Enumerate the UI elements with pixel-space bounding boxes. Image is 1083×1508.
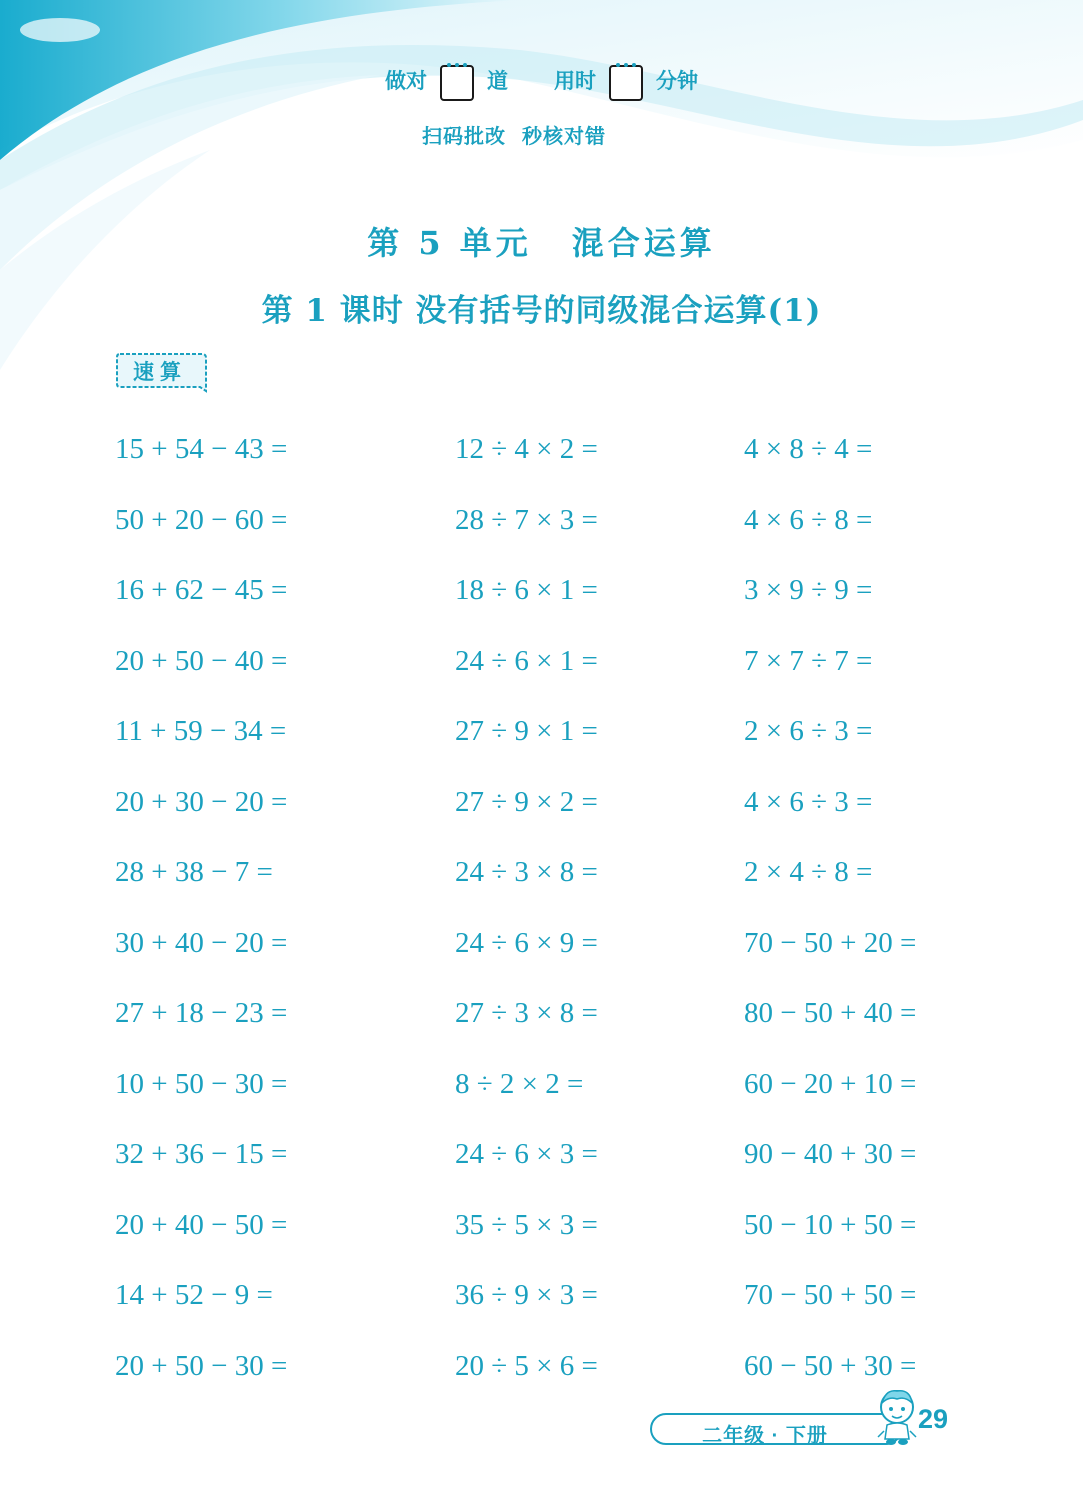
section-tag-label: 速算: [133, 361, 187, 384]
scan-hint: [422, 120, 606, 149]
time-used-label: 用时: [554, 70, 596, 93]
unit-title: [0, 218, 1083, 264]
page-number: 29: [918, 1404, 949, 1434]
equation-col2-14: 20 ÷ 5 × 6 =: [455, 1350, 598, 1382]
equation-col2-4: 24 ÷ 6 × 1 =: [455, 645, 598, 677]
correct-count-box[interactable]: [439, 60, 475, 100]
scan-hint-b: 秒核对错: [522, 126, 606, 148]
equation-col2-2: 28 ÷ 7 × 3 =: [455, 504, 598, 536]
equation-col3-5: 2 × 6 ÷ 3 =: [744, 715, 873, 747]
equation-col1-10: 10 + 50 − 30 =: [115, 1068, 288, 1100]
equation-col1-12: 20 + 40 − 50 =: [115, 1209, 288, 1241]
unit-name: 混合运算: [571, 224, 716, 262]
unit-number: 第 5 单元: [367, 224, 532, 262]
equation-col3-4: 7 × 7 ÷ 7 =: [744, 645, 873, 677]
equation-col2-11: 24 ÷ 6 × 3 =: [455, 1138, 598, 1170]
equation-col1-1: 15 + 54 − 43 =: [115, 433, 288, 465]
correct-count-label: 做对: [385, 70, 427, 93]
score-record-bar: [0, 60, 1083, 100]
equation-col1-8: 30 + 40 − 20 =: [115, 927, 288, 959]
equation-col1-5: 11 + 59 − 34 =: [115, 715, 287, 747]
equation-col2-10: 8 ÷ 2 × 2 =: [455, 1068, 584, 1100]
equation-col1-9: 27 + 18 − 23 =: [115, 997, 288, 1029]
equation-col1-6: 20 + 30 − 20 =: [115, 786, 288, 818]
equation-col1-3: 16 + 62 − 45 =: [115, 574, 288, 606]
equation-col1-2: 50 + 20 − 60 =: [115, 504, 288, 536]
equation-col2-12: 35 ÷ 5 × 3 =: [455, 1209, 598, 1241]
equation-col2-13: 36 ÷ 9 × 3 =: [455, 1279, 598, 1311]
equation-col2-7: 24 ÷ 3 × 8 =: [455, 856, 598, 888]
grade-label: 二年级 · 下册: [702, 1425, 828, 1447]
equation-col3-14: 60 − 50 + 30 =: [744, 1350, 917, 1382]
equation-col3-12: 50 − 10 + 50 =: [744, 1209, 917, 1241]
equation-col2-8: 24 ÷ 6 × 9 =: [455, 927, 598, 959]
equation-col3-8: 70 − 50 + 20 =: [744, 927, 917, 959]
equation-col3-3: 3 × 9 ÷ 9 =: [744, 574, 873, 606]
equation-col2-5: 27 ÷ 9 × 1 =: [455, 715, 598, 747]
equation-col3-10: 60 − 20 + 10 =: [744, 1068, 917, 1100]
equation-col1-4: 20 + 50 − 40 =: [115, 645, 288, 677]
equation-col2-9: 27 ÷ 3 × 8 =: [455, 997, 598, 1029]
equation-col3-7: 2 × 4 ÷ 8 =: [744, 856, 873, 888]
equation-col3-13: 70 − 50 + 50 =: [744, 1279, 917, 1311]
mascot-boy-icon: [872, 1387, 922, 1447]
correct-count-unit: 道: [487, 70, 508, 93]
equation-col1-7: 28 + 38 − 7 =: [115, 856, 273, 888]
equation-col2-6: 27 ÷ 9 × 2 =: [455, 786, 598, 818]
equation-col3-9: 80 − 50 + 40 =: [744, 997, 917, 1029]
equation-col3-2: 4 × 6 ÷ 8 =: [744, 504, 873, 536]
equation-col3-1: 4 × 8 ÷ 4 =: [744, 433, 873, 465]
equation-col2-1: 12 ÷ 4 × 2 =: [455, 433, 598, 465]
scan-hint-a: 扫码批改: [422, 126, 506, 148]
equation-col1-11: 32 + 36 − 15 =: [115, 1138, 288, 1170]
equation-col1-14: 20 + 50 − 30 =: [115, 1350, 288, 1382]
equation-col3-11: 90 − 40 + 30 =: [744, 1138, 917, 1170]
equation-col3-6: 4 × 6 ÷ 3 =: [744, 786, 873, 818]
time-used-box[interactable]: [608, 60, 644, 100]
time-used-unit: 分钟: [656, 70, 698, 93]
equation-col1-13: 14 + 52 − 9 =: [115, 1279, 273, 1311]
section-tag: [116, 351, 206, 393]
equation-col2-3: 18 ÷ 6 × 1 =: [455, 574, 598, 606]
lesson-title: 第 1 课时 没有括号的同级混合运算(1): [261, 293, 822, 329]
